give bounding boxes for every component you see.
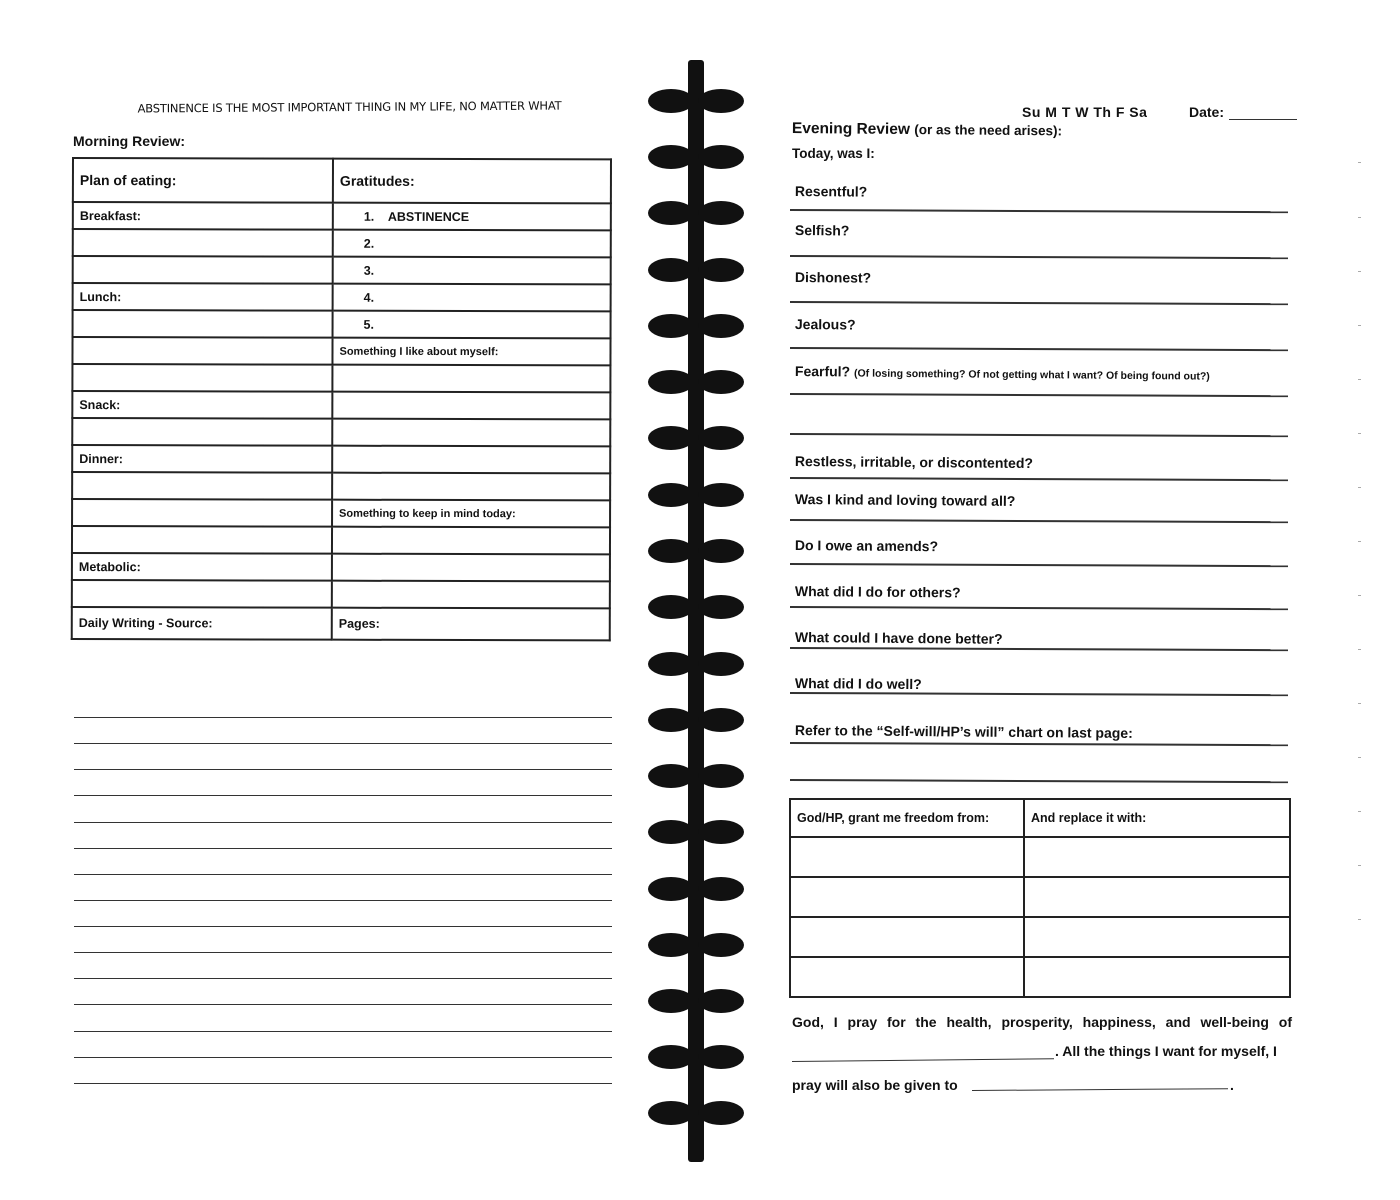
scan-mark <box>1358 757 1361 758</box>
dinner-label: Dinner: <box>72 445 332 473</box>
gratitude-1[interactable] <box>333 203 611 231</box>
weekday-selector[interactable]: Su M T W Th F Sa <box>1022 104 1148 120</box>
date-label: Date: <box>1189 104 1225 120</box>
gratitude-4-number: 4. <box>363 290 375 305</box>
spiral-ring <box>648 933 744 959</box>
freedom-from-entry[interactable] <box>790 837 1024 877</box>
writing-line[interactable] <box>74 926 612 927</box>
date-field[interactable] <box>1229 119 1297 120</box>
question-resentful: Resentful? <box>794 183 868 200</box>
lunch-entry[interactable] <box>73 310 333 338</box>
question-selfish: Selfish? <box>794 222 850 239</box>
evening-review-subtitle: (or as the need arises): <box>914 122 1063 139</box>
question-amends: Do I owe an amends? <box>794 537 939 555</box>
spiral-ring <box>648 820 744 846</box>
question-done-better: What could I have done better? <box>794 629 1003 647</box>
breakfast-entry[interactable] <box>73 229 333 257</box>
scan-mark <box>1358 703 1361 704</box>
like-about-myself-entry[interactable] <box>332 419 610 447</box>
answer-line-jealous[interactable] <box>790 347 1288 351</box>
gratitude-2[interactable] <box>333 230 611 258</box>
like-about-myself-entry[interactable] <box>332 473 610 501</box>
replace-with-entry[interactable] <box>1024 877 1290 917</box>
writing-line[interactable] <box>74 1004 612 1005</box>
keep-in-mind-entry[interactable] <box>332 554 610 582</box>
answer-line-restless[interactable] <box>790 477 1288 481</box>
lunch-entry[interactable] <box>72 364 332 392</box>
scan-mark <box>1358 919 1361 920</box>
scan-mark <box>1358 865 1361 866</box>
writing-line[interactable] <box>74 874 612 875</box>
lunch-entry[interactable] <box>72 337 332 365</box>
writing-line[interactable] <box>74 769 612 770</box>
question-jealous: Jealous? <box>794 316 856 333</box>
writing-line[interactable] <box>74 717 612 718</box>
scan-mark <box>1358 162 1361 163</box>
prayer-blank-person[interactable] <box>792 1058 1054 1062</box>
freedom-from-entry[interactable] <box>790 877 1024 917</box>
answer-line-self-will-extra[interactable] <box>790 779 1288 783</box>
snack-label: Snack: <box>72 391 332 419</box>
dinner-entry[interactable] <box>72 499 332 527</box>
scan-mark <box>1358 541 1361 542</box>
answer-line-kind-loving[interactable] <box>790 519 1288 523</box>
gratitude-1-text: ABSTINENCE <box>387 209 470 224</box>
spiral-ring <box>648 145 744 171</box>
question-self-will-chart: Refer to the “Self-will/HP’s will” chart on last page: <box>794 722 1133 741</box>
replace-with-entry[interactable] <box>1024 837 1290 877</box>
question-others: What did I do for others? <box>794 583 961 601</box>
prayer-line-3-end: . <box>1230 1077 1234 1093</box>
spiral-ring <box>648 877 744 903</box>
scan-mark <box>1358 649 1361 650</box>
spiral-ring <box>648 1101 744 1127</box>
like-about-myself-entry[interactable] <box>332 446 610 474</box>
prayer-blank-recipient[interactable] <box>972 1088 1228 1091</box>
question-kind-loving: Was I kind and loving toward all? <box>794 491 1016 509</box>
meal-gratitude-table <box>71 157 612 641</box>
breakfast-entry[interactable] <box>73 256 333 284</box>
spiral-ring <box>648 426 744 452</box>
like-about-myself-entry[interactable] <box>332 365 610 393</box>
writing-line[interactable] <box>74 1057 612 1058</box>
gratitude-5[interactable] <box>333 311 611 339</box>
spiral-ring <box>648 708 744 734</box>
spiral-ring <box>648 483 744 509</box>
gratitudes-header: Gratitudes: <box>333 159 611 204</box>
question-done-well: What did I do well? <box>794 675 922 693</box>
spiral-ring <box>648 989 744 1015</box>
answer-line-others[interactable] <box>790 606 1288 610</box>
spiral-ring <box>648 314 744 340</box>
snack-entry[interactable] <box>72 418 332 446</box>
freedom-from-entry[interactable] <box>790 957 1024 997</box>
answer-line-fearful-extra[interactable] <box>790 433 1288 437</box>
prayer-line-3: pray will also be given to <box>792 1077 958 1093</box>
writing-line[interactable] <box>74 1083 612 1084</box>
spiral-ring <box>648 652 744 678</box>
freedom-from-header: God/HP, grant me freedom from: <box>790 799 1024 837</box>
dinner-entry[interactable] <box>72 472 332 500</box>
prayer-line-2: . All the things I want for myself, I <box>1055 1043 1277 1059</box>
answer-line-dishonest[interactable] <box>790 301 1288 305</box>
answer-line-fearful[interactable] <box>790 393 1288 397</box>
writing-line[interactable] <box>74 1031 612 1032</box>
like-about-myself-entry[interactable] <box>332 392 610 420</box>
evening-review-title <box>792 120 1062 140</box>
metabolic-label: Metabolic: <box>72 553 332 581</box>
today-was-i-label: Today, was I: <box>792 146 875 161</box>
gratitude-3-number: 3. <box>363 263 375 278</box>
scan-mark <box>1358 379 1361 380</box>
replace-with-header: And replace it with: <box>1024 799 1290 837</box>
writing-line[interactable] <box>74 743 612 744</box>
spiral-ring <box>648 258 744 284</box>
answer-line-amends[interactable] <box>790 563 1288 567</box>
spiral-ring <box>648 370 744 396</box>
gratitude-5-number: 5. <box>363 317 375 332</box>
dinner-entry[interactable] <box>72 526 332 554</box>
scan-mark <box>1358 487 1361 488</box>
writing-line[interactable] <box>74 900 612 901</box>
writing-line[interactable] <box>74 848 612 849</box>
replace-with-entry[interactable] <box>1024 957 1290 997</box>
gratitude-3[interactable] <box>333 257 611 285</box>
freedom-replace-table <box>789 798 1291 998</box>
scan-mark <box>1358 217 1361 218</box>
spiral-ring <box>648 764 744 790</box>
writing-line[interactable] <box>74 795 612 796</box>
writing-line[interactable] <box>74 978 612 979</box>
lunch-label: Lunch: <box>73 283 333 311</box>
prayer-line-1: God, I pray for the health, prosperity, happiness, and well-being of <box>792 1014 1292 1030</box>
keep-in-mind-entry[interactable] <box>332 527 610 555</box>
freedom-from-entry[interactable] <box>790 917 1024 957</box>
spiral-ring <box>648 595 744 621</box>
spiral-ring <box>648 89 744 115</box>
question-fearful-label: Fearful? <box>794 363 851 380</box>
question-restless: Restless, irritable, or discontented? <box>794 453 1034 472</box>
answer-line-done-better[interactable] <box>790 647 1288 651</box>
keep-in-mind-label: Something to keep in mind today: <box>332 500 610 528</box>
answer-line-selfish[interactable] <box>790 255 1288 259</box>
gratitude-4[interactable] <box>333 284 611 312</box>
scan-mark <box>1358 271 1361 272</box>
question-fearful-note: (Of losing something? Of not getting what I want? Of being found out?) <box>853 367 1210 383</box>
spiral-ring <box>648 201 744 227</box>
morning-review-title: Morning Review: <box>73 133 186 149</box>
keep-in-mind-entry[interactable] <box>332 581 610 609</box>
replace-with-entry[interactable] <box>1024 917 1290 957</box>
breakfast-label: Breakfast: <box>73 202 333 230</box>
answer-line-done-well[interactable] <box>790 692 1288 696</box>
answer-line-resentful[interactable] <box>790 209 1288 213</box>
scan-mark <box>1358 325 1361 326</box>
like-about-myself-label: Something I like about myself: <box>332 338 610 366</box>
banner-text: ABSTINENCE IS THE MOST IMPORTANT THING IN MY LIFE, NO MATTER WHAT <box>137 98 562 116</box>
gratitude-1-number: 1. <box>363 209 375 224</box>
writing-line[interactable] <box>74 822 612 823</box>
question-fearful <box>795 363 1210 383</box>
evening-review-heading: Evening Review <box>791 120 911 139</box>
answer-line-self-will-chart[interactable] <box>790 742 1288 746</box>
plan-of-eating-header: Plan of eating: <box>73 158 333 203</box>
writing-line[interactable] <box>74 952 612 953</box>
gratitude-2-number: 2. <box>363 236 375 251</box>
spiral-ring <box>648 1045 744 1071</box>
scan-mark <box>1358 811 1361 812</box>
metabolic-entry[interactable] <box>72 580 332 608</box>
scan-mark <box>1358 595 1361 596</box>
daily-writing-source-label: Daily Writing - Source: <box>72 607 332 640</box>
scan-mark <box>1358 433 1361 434</box>
pages-label: Pages: <box>332 608 610 641</box>
spiral-ring <box>648 539 744 565</box>
question-dishonest: Dishonest? <box>794 269 872 286</box>
